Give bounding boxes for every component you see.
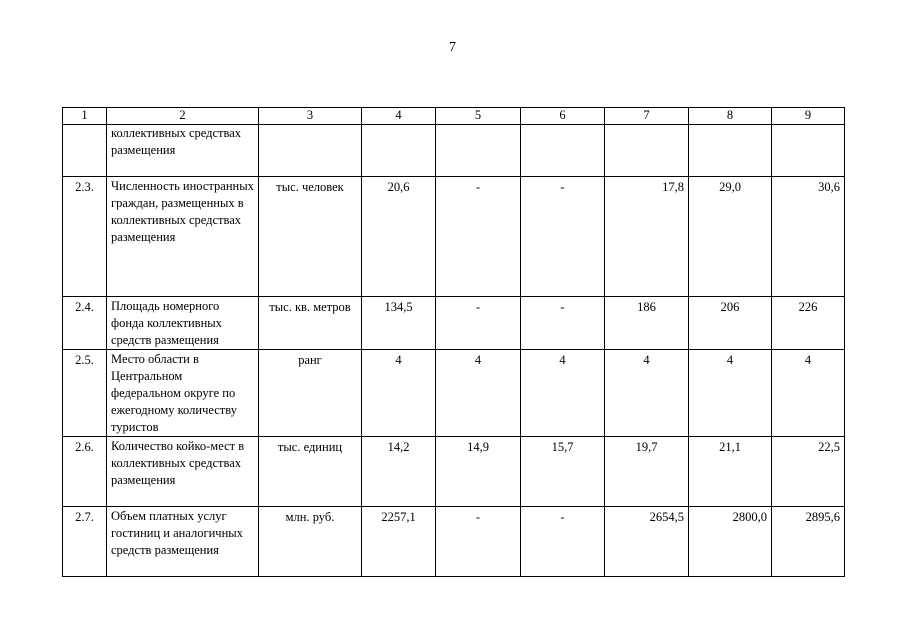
header-col-1: 1 <box>63 108 107 125</box>
cell-v4 <box>362 125 436 177</box>
cell-v6: - <box>521 297 605 350</box>
cell-num: 2.5. <box>63 350 107 437</box>
cell-num <box>63 125 107 177</box>
cell-v7 <box>605 125 689 177</box>
cell-name: Численность иностранных граждан, размещенных в коллективных средствах размещения <box>107 177 259 297</box>
cell-v4: 134,5 <box>362 297 436 350</box>
cell-name: Площадь номерного фонда коллективных средств размещения <box>107 297 259 350</box>
cell-v6: - <box>521 507 605 577</box>
cell-v4: 14,2 <box>362 437 436 507</box>
cell-v9 <box>772 125 845 177</box>
cell-v8: 29,0 <box>689 177 772 297</box>
header-col-3: 3 <box>259 108 362 125</box>
cell-num: 2.3. <box>63 177 107 297</box>
cell-v4: 20,6 <box>362 177 436 297</box>
cell-unit <box>259 125 362 177</box>
table-row <box>63 437 845 507</box>
header-col-6: 6 <box>521 108 605 125</box>
cell-v9: 22,5 <box>772 437 845 507</box>
cell-num: 2.4. <box>63 297 107 350</box>
cell-v8: 4 <box>689 350 772 437</box>
cell-v6: 15,7 <box>521 437 605 507</box>
header-col-9: 9 <box>772 108 845 125</box>
table-row-continuation <box>63 125 845 177</box>
cell-v7: 186 <box>605 297 689 350</box>
cell-v7: 17,8 <box>605 177 689 297</box>
cell-unit: тыс. единиц <box>259 437 362 507</box>
cell-v5: - <box>436 507 521 577</box>
cell-v5: 4 <box>436 350 521 437</box>
header-col-5: 5 <box>436 108 521 125</box>
cell-name: Объем платных услуг гостиниц и аналогичных средств размещения <box>107 507 259 577</box>
cell-num: 2.6. <box>63 437 107 507</box>
cell-v4: 4 <box>362 350 436 437</box>
table-row <box>63 350 845 437</box>
cell-v7: 19,7 <box>605 437 689 507</box>
cell-v4: 2257,1 <box>362 507 436 577</box>
indicators-table <box>62 107 845 577</box>
cell-v6 <box>521 125 605 177</box>
cell-num: 2.7. <box>63 507 107 577</box>
cell-v5 <box>436 125 521 177</box>
cell-v5: 14,9 <box>436 437 521 507</box>
cell-name: Место области в Центральном федеральном округе по ежегодному количеству туристов <box>107 350 259 437</box>
page-number: 7 <box>449 40 456 55</box>
cell-v8: 21,1 <box>689 437 772 507</box>
header-col-7: 7 <box>605 108 689 125</box>
header-col-2: 2 <box>107 108 259 125</box>
cell-v9: 2895,6 <box>772 507 845 577</box>
cell-v9: 30,6 <box>772 177 845 297</box>
cell-v6: 4 <box>521 350 605 437</box>
cell-v5: - <box>436 177 521 297</box>
cell-v6: - <box>521 177 605 297</box>
cell-v7: 2654,5 <box>605 507 689 577</box>
cell-unit: тыс. кв. метров <box>259 297 362 350</box>
cell-v8: 206 <box>689 297 772 350</box>
cell-name: Количество койко-мест в коллективных средствах размещения <box>107 437 259 507</box>
cell-v8: 2800,0 <box>689 507 772 577</box>
cell-v8 <box>689 125 772 177</box>
table-row <box>63 297 845 350</box>
cell-unit: млн. руб. <box>259 507 362 577</box>
header-row <box>63 108 845 125</box>
cell-unit: ранг <box>259 350 362 437</box>
table-row <box>63 507 845 577</box>
cell-unit: тыс. человек <box>259 177 362 297</box>
table-row <box>63 177 845 297</box>
cell-v7: 4 <box>605 350 689 437</box>
cell-name: коллективных средствах размещения <box>107 125 259 177</box>
cell-v5: - <box>436 297 521 350</box>
header-col-8: 8 <box>689 108 772 125</box>
header-col-4: 4 <box>362 108 436 125</box>
cell-v9: 4 <box>772 350 845 437</box>
cell-v9: 226 <box>772 297 845 350</box>
